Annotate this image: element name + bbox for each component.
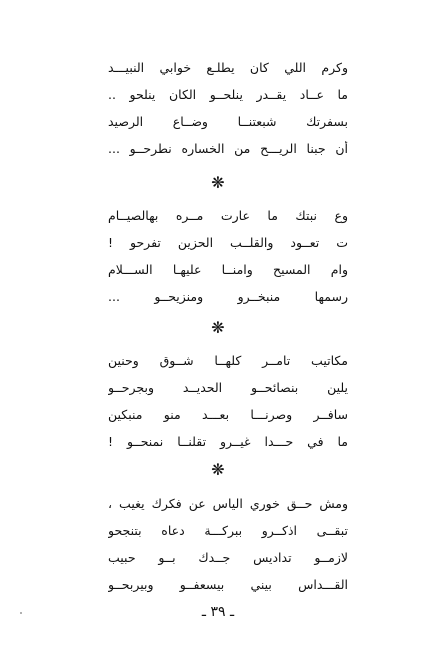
ornament-divider-3: ❋ xyxy=(211,460,225,479)
ornament-divider-1: ❋ xyxy=(211,173,225,192)
verse-line: ما عــاد يقــدر ينلحــو الكان ينلحو .. xyxy=(108,87,348,102)
verse-line: ت تعــود والقلــب الحزين تفرحو ! xyxy=(108,235,348,250)
verse-line: رسمها منبخــرو ومنزيحــو ... xyxy=(108,289,348,304)
stanza-1 xyxy=(108,60,348,168)
verse-line: بسفرتك شبعتنــا وضــاع الرصيد xyxy=(108,114,348,129)
ornament-divider-2: ❋ xyxy=(211,318,225,337)
verse-line: مكاتيب تامــر كلهــا شــوق وحنين xyxy=(108,353,348,368)
verse-line: وكرم اللي كان يطلـع خوابي النبيـــد xyxy=(108,60,348,75)
page-number: ـ ٣٩ ـ xyxy=(201,604,235,620)
verse-line: لازمــو تداديس جــدك بــو حبيب xyxy=(108,550,348,565)
verse-line: ومش حــق خوري الياس عن فكرك يغيب ، xyxy=(108,496,348,511)
verse-line: سافــر وصرنـــا بعـــد منو منبكين xyxy=(108,407,348,422)
stanza-4 xyxy=(108,496,348,604)
scan-speck xyxy=(20,612,22,614)
verse-line: تبقــى اذكــرو ببركـــة دعاه بتنجحو xyxy=(108,523,348,538)
stanza-3 xyxy=(108,353,348,461)
verse-line: يلين بنصائحــو الحديــد وبجرحــو xyxy=(108,380,348,395)
verse-line: القـــداس بيني بيسعفــو وبيربحــو xyxy=(108,577,348,592)
verse-line: ما في حـــدا غيــرو تقلنــا نمنحــو ! xyxy=(108,434,348,449)
verse-line: وع نبتك ما عارت مــره بهالصيــام xyxy=(108,208,348,223)
verse-line: أن جبنا الريـــح من الخساره نطرحــو ... xyxy=(108,141,348,156)
stanza-2 xyxy=(108,208,348,316)
verse-line: وام المسيح وامنــا عليهـا الســـلام xyxy=(108,262,348,277)
